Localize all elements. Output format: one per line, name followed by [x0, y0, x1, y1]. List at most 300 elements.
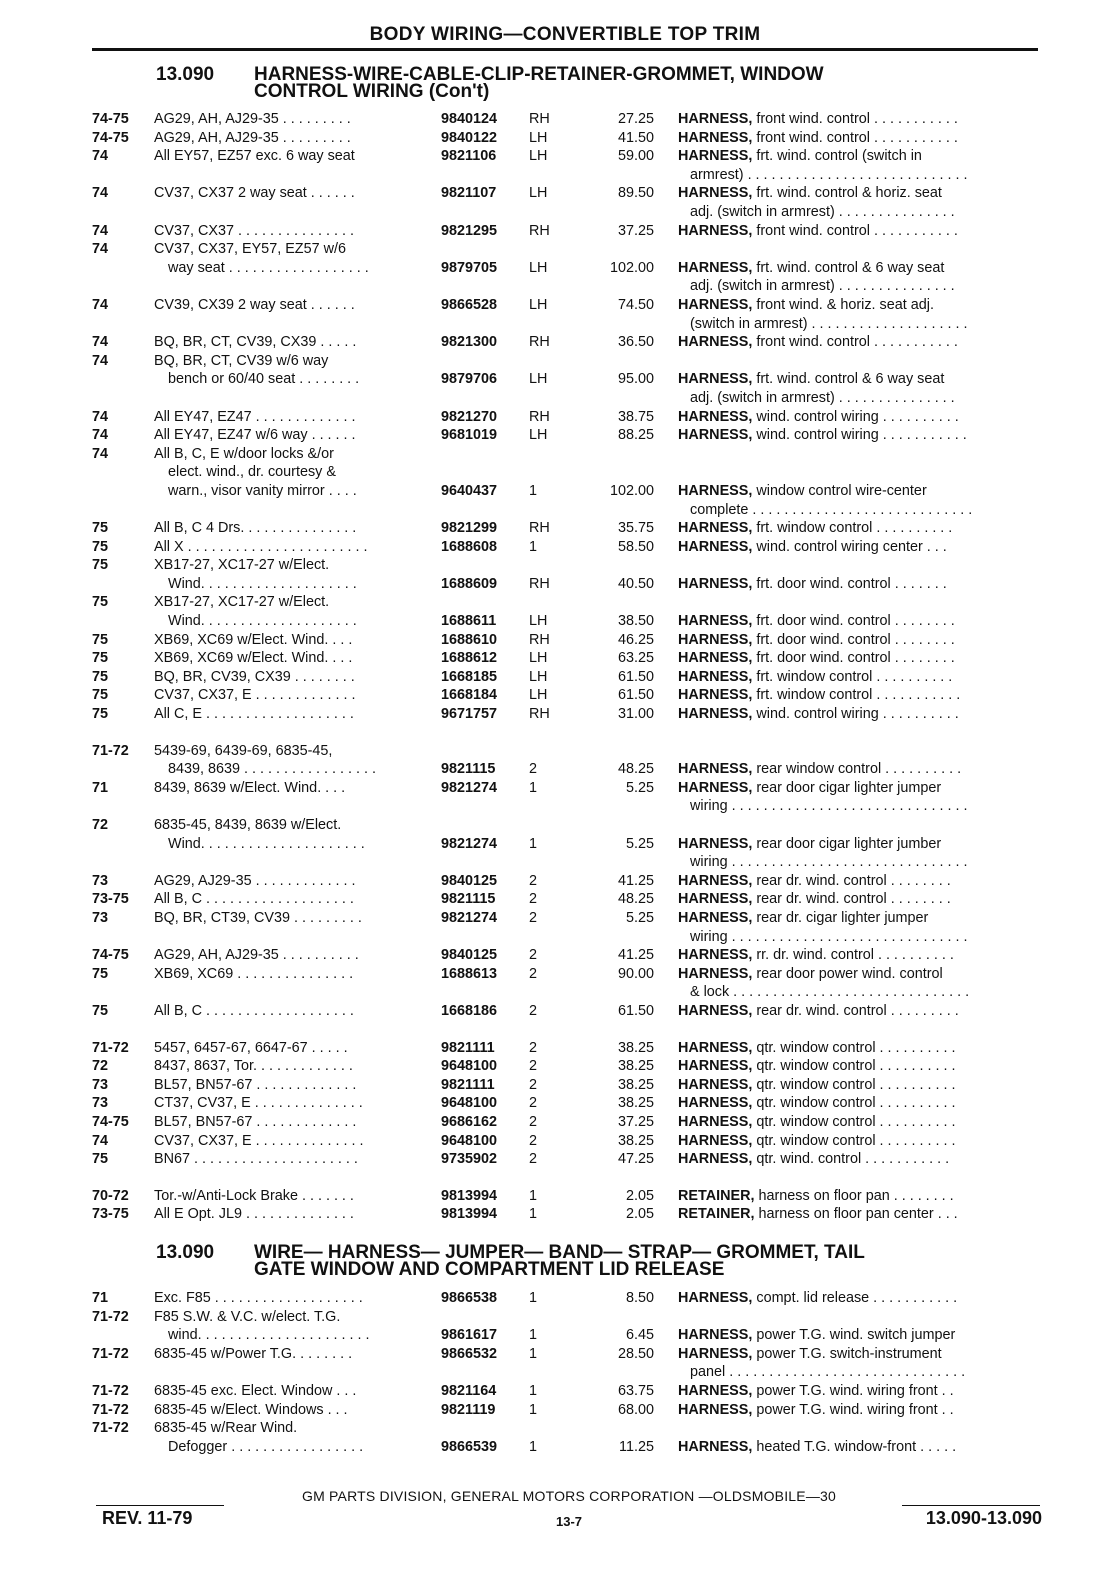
price-cell: 5.25 — [625, 910, 654, 926]
description-cell — [678, 575, 1042, 594]
description-cell — [678, 538, 1042, 557]
quantity-cell: 2 — [529, 872, 538, 889]
quantity-cell: 2 — [529, 1039, 538, 1056]
description-line — [678, 1002, 1042, 1021]
quantity-cell: 1 — [529, 1290, 538, 1306]
description-line — [678, 296, 1042, 315]
description-text: adj. (switch in armrest) . . . . . . . . . . . . . . . — [690, 278, 955, 295]
price-cell: 38.25 — [617, 1076, 654, 1093]
year-cell: 75 — [92, 594, 109, 611]
table-row — [92, 1289, 1042, 1308]
year-cell: 74 — [92, 445, 109, 462]
quantity-cell: RH — [529, 575, 550, 592]
part-number-cell: 1668185 — [441, 668, 498, 685]
table-row — [92, 1401, 1042, 1420]
application-cell — [154, 147, 484, 166]
description-cell — [678, 519, 1042, 538]
application-cell — [154, 538, 484, 557]
description-cell — [678, 872, 1042, 891]
quantity-cell: LH — [529, 613, 548, 630]
description-line — [678, 166, 1042, 185]
application-line: Defogger . . . . . . . . . . . . . . . . . — [168, 1438, 364, 1455]
application-line: elect. wind., dr. courtesy & — [168, 464, 336, 481]
application-cell — [154, 426, 484, 445]
description-cell — [678, 705, 1042, 724]
description-cell — [678, 408, 1042, 427]
description-cell — [678, 1345, 1042, 1382]
description-cell — [678, 129, 1042, 148]
application-line: CV37, CX37 . . . . . . . . . . . . . . . — [154, 222, 354, 239]
description-line — [678, 1039, 1042, 1058]
item-name: HARNESS, — [678, 1401, 753, 1418]
application-cell — [154, 816, 484, 853]
price-cell: 2.05 — [625, 1206, 654, 1223]
description-line — [678, 277, 1042, 296]
description-text: frt. wind. control (switch in — [756, 148, 922, 165]
quantity-cell: 2 — [529, 891, 538, 908]
application-cell — [154, 668, 484, 687]
quantity-cell: RH — [529, 222, 550, 239]
table-row — [92, 556, 1042, 593]
part-number-cell: 9648100 — [441, 1095, 498, 1112]
year-cell: 71-72 — [92, 1039, 129, 1056]
application-line: CV37, CX37, E . . . . . . . . . . . . . — [154, 687, 356, 704]
section-title-line1: HARNESS-WIRE-CABLE-CLIP-RETAINER-GROMMET, WINDOW — [254, 64, 824, 85]
description-text: compt. lid release . . . . . . . . . . . — [756, 1290, 958, 1306]
application-line: 6835-45, 8439, 8639 w/Elect. — [154, 817, 342, 834]
description-line — [678, 1187, 1042, 1206]
description-text: qtr. window control . . . . . . . . . . — [756, 1095, 956, 1112]
price-cell: 61.50 — [617, 687, 654, 704]
price-cell: 102.00 — [609, 259, 654, 276]
part-number-cell: 9821295 — [441, 222, 498, 239]
description-text: panel . . . . . . . . . . . . . . . . . . . . . . . . . . . . . . — [690, 1364, 966, 1381]
footer-page-number: 13-7 — [555, 1514, 583, 1529]
application-cell — [154, 1205, 484, 1224]
quantity-cell: 1 — [529, 482, 538, 499]
description-cell — [678, 222, 1042, 241]
description-line — [678, 1363, 1042, 1382]
price-cell: 5.25 — [625, 779, 654, 796]
item-name: HARNESS, — [678, 129, 753, 146]
application-line: XB69, XC69 . . . . . . . . . . . . . . . — [154, 965, 354, 982]
description-text: frt. door wind. control . . . . . . . . — [756, 631, 955, 648]
quantity-cell: 2 — [529, 947, 538, 964]
item-name: HARNESS, — [678, 148, 753, 165]
year-cell: 74 — [92, 241, 109, 258]
description-line — [678, 1113, 1042, 1132]
section-number: 13.090 — [156, 64, 215, 85]
year-cell: 73 — [92, 872, 109, 889]
year-cell: 75 — [92, 706, 109, 723]
price-cell: 28.50 — [617, 1345, 654, 1362]
description-line — [678, 797, 1042, 816]
item-name: HARNESS, — [678, 575, 753, 592]
item-name: HARNESS, — [678, 965, 753, 982]
application-line: AG29, AH, AJ29-35 . . . . . . . . . — [154, 129, 351, 146]
table-row — [92, 742, 1042, 779]
description-cell — [678, 1094, 1042, 1113]
table-row — [92, 426, 1042, 445]
description-cell — [678, 426, 1042, 445]
year-cell: 74 — [92, 408, 109, 425]
application-line: BL57, BN57-67 . . . . . . . . . . . . . — [154, 1113, 357, 1130]
description-cell — [678, 909, 1042, 946]
application-line: BN67 . . . . . . . . . . . . . . . . . . . . . — [154, 1151, 358, 1168]
year-cell: 74-75 — [92, 947, 129, 964]
application-line: CV37, CX37 2 way seat . . . . . . — [154, 185, 355, 202]
description-line — [678, 538, 1042, 557]
price-cell: 37.25 — [617, 1113, 654, 1130]
application-line: 6835-45 w/Elect. Windows . . . — [154, 1401, 348, 1418]
quantity-cell: LH — [529, 668, 548, 685]
description-line — [678, 928, 1042, 947]
description-line — [678, 501, 1042, 520]
year-cell: 74-75 — [92, 129, 129, 146]
application-line: Wind. . . . . . . . . . . . . . . . . . . . — [168, 613, 357, 630]
application-cell — [154, 779, 484, 798]
item-name: HARNESS, — [678, 668, 753, 685]
description-text: adj. (switch in armrest) . . . . . . . . . . . . . . . — [690, 389, 955, 406]
item-name: HARNESS, — [678, 1058, 753, 1075]
description-line — [678, 612, 1042, 631]
application-cell — [154, 890, 484, 909]
price-cell: 74.50 — [617, 296, 654, 313]
year-cell: 71-72 — [92, 1345, 129, 1362]
quantity-cell: 1 — [529, 1206, 538, 1223]
item-name: HARNESS, — [678, 1095, 753, 1112]
description-text: rear window control . . . . . . . . . . — [756, 761, 962, 778]
item-name: HARNESS, — [678, 1438, 753, 1455]
part-number-cell: 9821106 — [441, 148, 497, 165]
price-cell: 36.50 — [617, 334, 654, 351]
price-cell: 5.25 — [625, 835, 654, 852]
price-cell: 31.00 — [617, 706, 654, 723]
part-number-cell: 9879705 — [441, 259, 498, 276]
item-name: HARNESS, — [678, 371, 753, 388]
part-number-cell: 9821115 — [441, 761, 496, 778]
description-cell — [678, 370, 1042, 407]
quantity-cell: 2 — [529, 1095, 538, 1112]
year-cell: 71-72 — [92, 1420, 129, 1437]
year-cell: 71-72 — [92, 1401, 129, 1418]
description-text: (switch in armrest) . . . . . . . . . . . . . . . . . . . . — [690, 315, 968, 332]
application-line: All EY47, EZ47 w/6 way . . . . . . — [154, 427, 356, 444]
application-line: BQ, BR, CV39, CX39 . . . . . . . . — [154, 668, 355, 685]
application-cell — [154, 1289, 484, 1308]
quantity-cell: LH — [529, 185, 548, 202]
application-cell — [154, 705, 484, 724]
year-cell: 75 — [92, 965, 109, 982]
application-cell — [154, 1150, 484, 1169]
year-cell: 75 — [92, 557, 109, 574]
price-cell: 89.50 — [617, 185, 654, 202]
description-text: rear dr. wind. control . . . . . . . . — [756, 891, 951, 908]
part-number-cell: 9866528 — [441, 296, 498, 313]
price-cell: 88.25 — [617, 427, 654, 444]
part-number-cell: 9840125 — [441, 872, 498, 889]
table-row — [92, 1094, 1042, 1113]
description-text: wind. control wiring center . . . — [756, 538, 947, 555]
description-text: adj. (switch in armrest) . . . . . . . . . . . . . . . — [690, 203, 955, 220]
table-row — [92, 408, 1042, 427]
part-number-cell: 1688611 — [441, 613, 497, 630]
application-line: All EY47, EZ47 . . . . . . . . . . . . . — [154, 408, 356, 425]
price-cell: 38.75 — [617, 408, 654, 425]
part-number-cell: 9866532 — [441, 1345, 498, 1362]
description-cell — [678, 184, 1042, 221]
item-name: HARNESS, — [678, 1345, 753, 1362]
price-cell: 47.25 — [617, 1151, 654, 1168]
description-text: frt. window control . . . . . . . . . . — [756, 668, 953, 685]
application-line: 6835-45 w/Rear Wind. — [154, 1420, 298, 1437]
year-cell: 74 — [92, 296, 109, 313]
application-cell — [154, 1187, 484, 1206]
footer-group-range: 13.090-13.090 — [925, 1508, 1042, 1528]
table-row — [92, 333, 1042, 352]
description-cell — [678, 482, 1042, 519]
footer-publisher: GM PARTS DIVISION, GENERAL MOTORS CORPORATION —OLDSMOBILE—30 — [302, 1488, 836, 1504]
description-line — [678, 184, 1042, 203]
description-text: rear dr. cigar lighter jumper — [756, 910, 929, 926]
price-cell: 102.00 — [609, 482, 654, 499]
description-line — [678, 1132, 1042, 1151]
description-text: complete . . . . . . . . . . . . . . . . . . . . . . . . . . . . — [690, 501, 973, 518]
part-number-cell: 9821111 — [441, 1076, 495, 1093]
price-cell: 35.75 — [617, 520, 654, 537]
application-line: All E Opt. JL9 . . . . . . . . . . . . . . — [154, 1206, 354, 1223]
description-text: wind. control wiring . . . . . . . . . . — [756, 408, 959, 425]
application-line: AG29, AJ29-35 . . . . . . . . . . . . . — [154, 872, 356, 889]
application-cell — [154, 946, 484, 965]
description-line — [678, 1401, 1042, 1420]
part-number-cell: 9821119 — [441, 1401, 496, 1418]
quantity-cell: RH — [529, 520, 550, 537]
application-line: XB17-27, XC17-27 w/Elect. — [154, 557, 330, 574]
application-cell — [154, 1419, 484, 1456]
description-text: power T.G. wind. wiring front . . — [756, 1382, 954, 1399]
quantity-cell: LH — [529, 650, 548, 667]
part-number-cell: 1688608 — [441, 538, 498, 555]
quantity-cell: RH — [529, 334, 550, 351]
description-line — [678, 370, 1042, 389]
table-row — [92, 816, 1042, 872]
section-title-line2: CONTROL WIRING (Con't) — [254, 81, 490, 102]
table-row — [92, 872, 1042, 891]
quantity-cell: 2 — [529, 1076, 538, 1093]
description-cell — [678, 333, 1042, 352]
application-cell — [154, 1401, 484, 1420]
description-text: wind. control wiring . . . . . . . . . . — [756, 706, 959, 723]
application-cell — [154, 129, 484, 148]
description-line — [678, 1345, 1042, 1364]
application-cell — [154, 1345, 484, 1364]
price-cell: 58.50 — [617, 538, 654, 555]
item-name: HARNESS, — [678, 520, 753, 537]
application-line: All B, C 4 Drs. . . . . . . . . . . . . . . — [154, 520, 357, 537]
price-cell: 41.50 — [617, 129, 654, 146]
description-cell — [678, 1326, 1042, 1345]
description-cell — [678, 965, 1042, 1002]
item-name: HARNESS, — [678, 334, 753, 351]
part-number-cell: 9813994 — [441, 1206, 498, 1223]
item-name: HARNESS, — [678, 408, 753, 425]
application-line: BQ, BR, CT, CV39, CX39 . . . . . — [154, 334, 357, 351]
price-cell: 38.25 — [617, 1132, 654, 1149]
description-cell — [678, 296, 1042, 333]
description-line — [678, 705, 1042, 724]
quantity-cell: 1 — [529, 1345, 538, 1362]
description-line — [678, 1076, 1042, 1095]
year-cell: 75 — [92, 1002, 109, 1019]
quantity-cell: 2 — [529, 1058, 538, 1075]
application-cell — [154, 872, 484, 891]
part-number-cell: 1668186 — [441, 1002, 498, 1019]
description-text: front wind. control . . . . . . . . . . . — [756, 334, 958, 351]
description-line — [678, 408, 1042, 427]
description-text: qtr. window control . . . . . . . . . . — [756, 1039, 956, 1056]
quantity-cell: LH — [529, 259, 548, 276]
description-text: rear door cigar lighter jumber — [756, 835, 942, 852]
application-cell — [154, 1308, 484, 1345]
year-cell: 72 — [92, 1058, 109, 1075]
description-cell — [678, 1187, 1042, 1206]
description-cell — [678, 631, 1042, 650]
application-cell — [154, 222, 484, 241]
description-line — [678, 649, 1042, 668]
quantity-cell: RH — [529, 408, 550, 425]
item-name: HARNESS, — [678, 222, 753, 239]
part-number-cell: 9821299 — [441, 520, 498, 537]
part-number-cell: 9648100 — [441, 1058, 498, 1075]
description-line — [678, 1205, 1042, 1224]
item-name: RETAINER, — [678, 1206, 755, 1223]
application-line: All B, C . . . . . . . . . . . . . . . . . . . — [154, 891, 354, 908]
part-number-cell: 9821115 — [441, 891, 496, 908]
description-line — [678, 983, 1042, 1002]
description-line — [678, 890, 1042, 909]
year-cell: 73-75 — [92, 1206, 129, 1223]
description-line — [678, 872, 1042, 891]
description-text: power T.G. wind. wiring front . . — [756, 1401, 954, 1418]
table-row — [92, 631, 1042, 650]
table-row — [92, 668, 1042, 687]
price-cell: 68.00 — [617, 1401, 654, 1418]
application-cell — [154, 1094, 484, 1113]
application-line: 6835-45 w/Power T.G. . . . . . . . — [154, 1345, 353, 1362]
application-line: Wind. . . . . . . . . . . . . . . . . . . . . — [168, 835, 365, 852]
description-line — [678, 222, 1042, 241]
application-line: XB17-27, XC17-27 w/Elect. — [154, 594, 330, 611]
description-text: wiring . . . . . . . . . . . . . . . . . . . . . . . . . . . . . . — [690, 854, 968, 871]
application-line: warn., visor vanity mirror . . . . — [168, 482, 357, 499]
description-text: qtr. window control . . . . . . . . . . — [756, 1076, 956, 1093]
quantity-cell: 1 — [529, 538, 538, 555]
price-cell: 38.25 — [617, 1058, 654, 1075]
quantity-cell: 2 — [529, 910, 538, 926]
page-title: BODY WIRING—CONVERTIBLE TOP TRIM — [369, 24, 761, 45]
table-row — [92, 1382, 1042, 1401]
description-text: front wind. control . . . . . . . . . . . — [756, 129, 958, 146]
year-cell: 75 — [92, 650, 109, 667]
description-cell — [678, 110, 1042, 129]
application-line: 8439, 8639 . . . . . . . . . . . . . . . . . — [168, 761, 376, 778]
table-row — [92, 946, 1042, 965]
year-cell: 75 — [92, 1151, 109, 1168]
description-line — [678, 1289, 1042, 1308]
item-name: HARNESS, — [678, 1327, 753, 1344]
part-number-cell: 9821270 — [441, 408, 498, 425]
application-line: AG29, AH, AJ29-35 . . . . . . . . . — [154, 111, 351, 127]
quantity-cell: LH — [529, 129, 548, 146]
description-line — [678, 203, 1042, 222]
application-line: All X . . . . . . . . . . . . . . . . . . . . . . . — [154, 538, 368, 555]
application-line: 8437, 8637, Tor. . . . . . . . . . . . . — [154, 1058, 353, 1075]
application-cell — [154, 296, 484, 315]
application-cell — [154, 408, 484, 427]
application-line: CV37, CX37, E . . . . . . . . . . . . . . — [154, 1132, 364, 1149]
table-row — [92, 1002, 1042, 1021]
table-row — [92, 686, 1042, 705]
description-line — [678, 1382, 1042, 1401]
application-line: F85 S.W. & V.C. w/elect. T.G. — [154, 1308, 341, 1325]
item-name: HARNESS, — [678, 1151, 753, 1168]
description-cell — [678, 1057, 1042, 1076]
description-text: frt. wind. control & horiz. seat — [756, 185, 942, 202]
description-text: rr. dr. wind. control . . . . . . . . . . — [756, 947, 954, 964]
year-cell: 74 — [92, 352, 109, 369]
description-cell — [678, 649, 1042, 668]
year-cell: 74 — [92, 427, 109, 444]
item-name: HARNESS, — [678, 1132, 753, 1149]
description-cell — [678, 686, 1042, 705]
description-text: harness on floor pan center . . . — [758, 1206, 958, 1223]
description-text: heated T.G. window-front . . . . . — [756, 1438, 957, 1455]
section-title-line2: GATE WINDOW AND COMPARTMENT LID RELEASE — [254, 1259, 725, 1280]
year-cell: 73 — [92, 1095, 109, 1112]
part-number-cell: 9821164 — [441, 1382, 497, 1399]
quantity-cell: LH — [529, 687, 548, 704]
price-cell: 38.25 — [617, 1039, 654, 1056]
item-name: HARNESS, — [678, 111, 753, 127]
price-cell: 63.25 — [617, 650, 654, 667]
description-line — [678, 110, 1042, 129]
description-text: front wind. & horiz. seat adj. — [756, 296, 934, 313]
price-cell: 95.00 — [617, 371, 654, 388]
application-line: Exc. F85 . . . . . . . . . . . . . . . . . . . — [154, 1290, 363, 1306]
item-name: HARNESS, — [678, 947, 753, 964]
footer-rule-right — [902, 1505, 1040, 1506]
quantity-cell: RH — [529, 706, 550, 723]
part-number-cell: 9821107 — [441, 185, 497, 202]
description-text: rear door power wind. control — [756, 965, 943, 982]
description-text: power T.G. switch-instrument — [756, 1345, 942, 1362]
part-number-cell: 9821300 — [441, 334, 498, 351]
table-row — [92, 1150, 1042, 1169]
price-cell: 48.25 — [617, 891, 654, 908]
year-cell: 73-75 — [92, 891, 129, 908]
description-line — [678, 760, 1042, 779]
description-cell — [678, 1205, 1042, 1224]
part-number-cell: 9866538 — [441, 1290, 498, 1306]
table-row — [92, 779, 1042, 816]
price-cell: 37.25 — [617, 222, 654, 239]
application-cell — [154, 519, 484, 538]
table-row — [92, 649, 1042, 668]
description-cell — [678, 835, 1042, 872]
description-text: wiring . . . . . . . . . . . . . . . . . . . . . . . . . . . . . . — [690, 798, 968, 815]
year-cell: 74 — [92, 185, 109, 202]
